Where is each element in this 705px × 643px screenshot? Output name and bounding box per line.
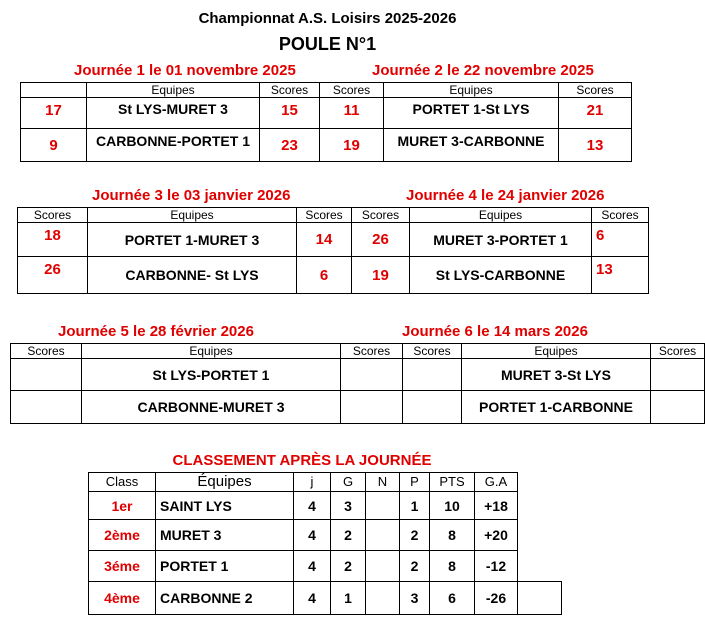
draw-cell — [366, 492, 400, 520]
team-cell: MURET 3 — [156, 520, 294, 551]
header-scores: Scores — [341, 344, 403, 359]
header-j: j — [294, 473, 331, 492]
header-scores: Scores — [592, 208, 649, 223]
played-cell: 4 — [294, 582, 331, 615]
table-row — [18, 223, 649, 257]
header-equipes: Equipes — [462, 344, 651, 359]
header-scores: Scores — [320, 83, 384, 98]
goal-average-cell: -26 — [475, 582, 518, 615]
score-cell: 13 — [592, 257, 649, 294]
header-equipes: Équipes — [156, 473, 294, 492]
rank-cell: 2ème — [89, 520, 156, 551]
match-teams: St LYS-PORTET 1 — [82, 359, 341, 391]
header-scores: Scores — [18, 208, 88, 223]
score-cell: 6 — [297, 257, 352, 294]
lost-cell: 1 — [400, 492, 430, 520]
header-equipes: Equipes — [87, 83, 260, 98]
header-scores: Scores — [403, 344, 462, 359]
header-class: Class — [89, 473, 156, 492]
rounds-3-4-table — [17, 207, 649, 294]
pool-title: POULE N°1 — [278, 34, 377, 54]
spacer-cell — [518, 473, 562, 492]
table-row — [21, 98, 632, 129]
points-cell: 8 — [430, 551, 475, 582]
round-6-heading: Journée 6 le 14 mars 2026 — [402, 323, 588, 340]
extra-cell — [518, 582, 562, 615]
spacer-cell — [518, 551, 562, 582]
match-teams: CARBONNE- St LYS — [88, 257, 297, 294]
match-teams: MURET 3-St LYS — [462, 359, 651, 391]
score-cell — [11, 359, 82, 391]
played-cell: 4 — [294, 520, 331, 551]
header-equipes: Equipes — [410, 208, 592, 223]
match-teams: St LYS-CARBONNE — [410, 257, 592, 294]
match-teams: CARBONNE-MURET 3 — [82, 391, 341, 424]
table-row — [21, 129, 632, 162]
match-teams: PORTET 1-MURET 3 — [88, 223, 297, 257]
draw-cell — [366, 551, 400, 582]
score-cell: 26 — [352, 223, 410, 257]
score-cell: 17 — [21, 98, 87, 129]
score-cell: 23 — [260, 129, 320, 162]
points-cell: 10 — [430, 492, 475, 520]
header-scores: Scores — [352, 208, 410, 223]
header-empty — [21, 83, 87, 98]
header-scores: Scores — [559, 83, 632, 98]
goal-average-cell: +20 — [475, 520, 518, 551]
rank-cell: 3éme — [89, 551, 156, 582]
round-4-heading: Journée 4 le 24 janvier 2026 — [406, 187, 605, 204]
header-equipes: Equipes — [82, 344, 341, 359]
header-scores: Scores — [651, 344, 705, 359]
score-cell — [403, 391, 462, 424]
round-1-heading: Journée 1 le 01 novembre 2025 — [74, 62, 296, 79]
spacer-cell — [518, 492, 562, 520]
score-cell: 18 — [18, 223, 88, 257]
team-cell: PORTET 1 — [156, 551, 294, 582]
played-cell: 4 — [294, 492, 331, 520]
table-row — [89, 582, 562, 615]
header-scores: Scores — [260, 83, 320, 98]
played-cell: 4 — [294, 551, 331, 582]
rank-cell: 4ème — [89, 582, 156, 615]
header-n: N — [366, 473, 400, 492]
won-cell: 3 — [331, 492, 366, 520]
team-cell: CARBONNE 2 — [156, 582, 294, 615]
score-cell: 14 — [297, 223, 352, 257]
points-cell: 6 — [430, 582, 475, 615]
rounds-5-6-table — [10, 343, 705, 424]
header-scores: Scores — [11, 344, 82, 359]
points-cell: 8 — [430, 520, 475, 551]
won-cell: 1 — [331, 582, 366, 615]
lost-cell: 3 — [400, 582, 430, 615]
score-cell — [651, 391, 705, 424]
table-row — [11, 391, 705, 424]
spacer-cell — [518, 520, 562, 551]
table-row — [89, 520, 562, 551]
document-title: Championnat A.S. Loisirs 2025-2026 — [198, 10, 457, 27]
score-cell: 19 — [320, 129, 384, 162]
header-pts: PTS — [430, 473, 475, 492]
match-teams: PORTET 1-CARBONNE — [462, 391, 651, 424]
score-cell — [651, 359, 705, 391]
score-cell — [11, 391, 82, 424]
match-teams: St LYS-MURET 3 — [87, 98, 260, 129]
lost-cell: 2 — [400, 520, 430, 551]
header-p: P — [400, 473, 430, 492]
match-teams: CARBONNE-PORTET 1 — [87, 129, 260, 162]
score-cell: 11 — [320, 98, 384, 129]
score-cell — [403, 359, 462, 391]
table-row — [18, 257, 649, 294]
table-row — [89, 492, 562, 520]
score-cell: 15 — [260, 98, 320, 129]
team-cell: SAINT LYS — [156, 492, 294, 520]
score-cell — [341, 359, 403, 391]
match-teams: PORTET 1-St LYS — [384, 98, 559, 129]
score-cell: 13 — [559, 129, 632, 162]
rank-cell: 1er — [89, 492, 156, 520]
score-cell: 6 — [592, 223, 649, 257]
goal-average-cell: -12 — [475, 551, 518, 582]
standings-heading: CLASSEMENT APRÈS LA JOURNÉE — [172, 452, 432, 469]
header-equipes: Equipes — [384, 83, 559, 98]
won-cell: 2 — [331, 520, 366, 551]
score-cell: 9 — [21, 129, 87, 162]
round-3-heading: Journée 3 le 03 janvier 2026 — [92, 187, 291, 204]
score-cell: 19 — [352, 257, 410, 294]
draw-cell — [366, 520, 400, 551]
score-cell: 26 — [18, 257, 88, 294]
score-cell — [341, 391, 403, 424]
header-ga: G.A — [475, 473, 518, 492]
draw-cell — [366, 582, 400, 615]
header-equipes: Equipes — [88, 208, 297, 223]
round-2-heading: Journée 2 le 22 novembre 2025 — [372, 62, 594, 79]
match-teams: MURET 3-PORTET 1 — [410, 223, 592, 257]
rounds-1-2-table — [20, 82, 632, 162]
won-cell: 2 — [331, 551, 366, 582]
lost-cell: 2 — [400, 551, 430, 582]
goal-average-cell: +18 — [475, 492, 518, 520]
round-5-heading: Journée 5 le 28 février 2026 — [58, 323, 254, 340]
table-row — [11, 359, 705, 391]
standings-table — [88, 472, 562, 615]
table-row — [89, 551, 562, 582]
header-g: G — [331, 473, 366, 492]
match-teams: MURET 3-CARBONNE — [384, 129, 559, 162]
header-scores: Scores — [297, 208, 352, 223]
score-cell: 21 — [559, 98, 632, 129]
